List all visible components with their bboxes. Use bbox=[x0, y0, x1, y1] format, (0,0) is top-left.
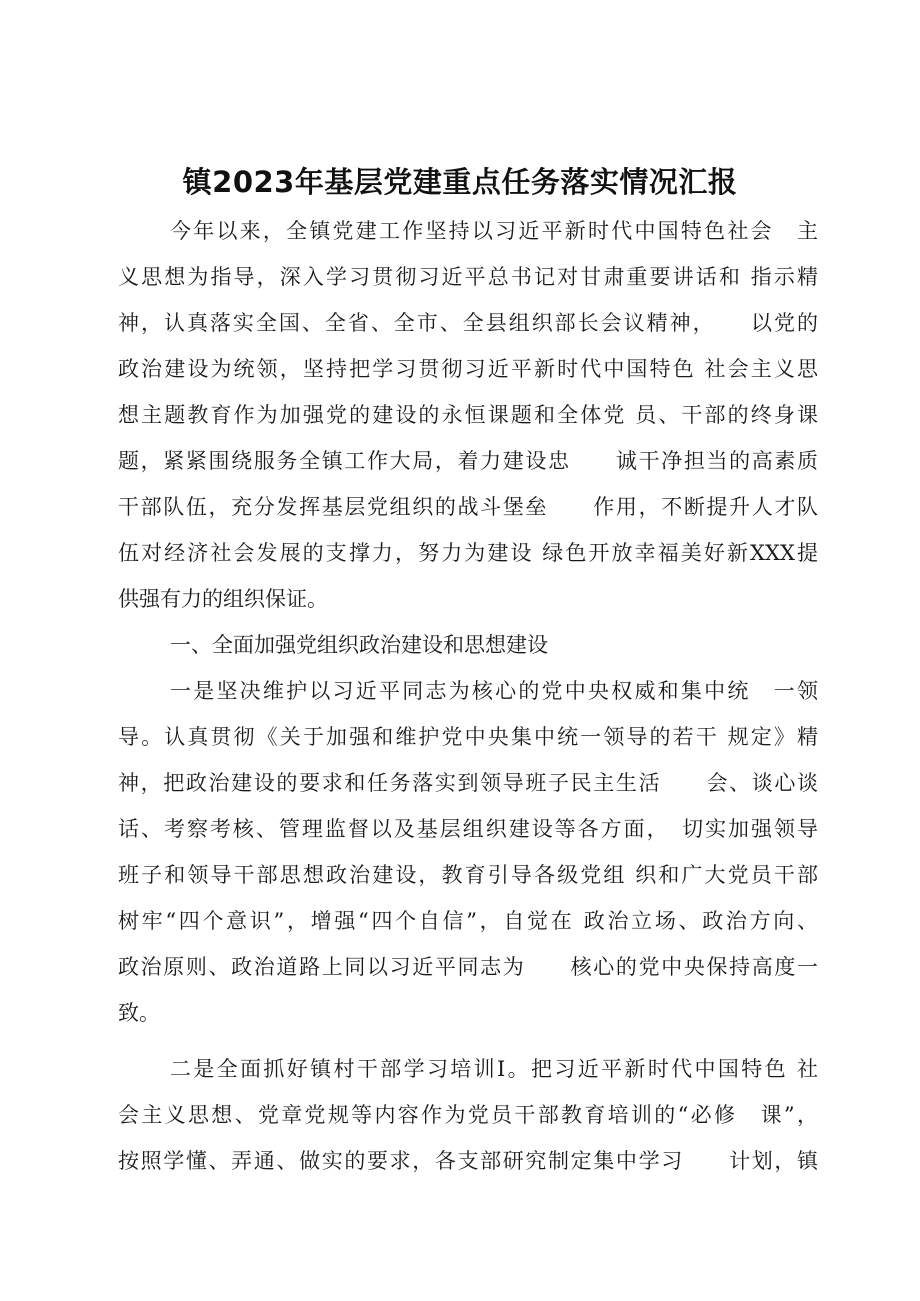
paragraph-line: 二是全面抓好镇村干部学习培训I。把习近平新时代中国特色 社 bbox=[170, 1057, 818, 1081]
paragraph-line: 干部队伍，充分发挥基层党组织的战斗堡垒 作用，不断提升人才队 bbox=[118, 495, 818, 519]
paragraph-line: 政治建设为统领，坚持把学习贯彻习近平新时代中国特色 社会主义思 bbox=[118, 357, 818, 381]
paragraph-line: 政治原则、政治道路上同以习近平同志为 核心的党中央保持高度一 bbox=[118, 955, 818, 979]
paragraph-line: 义思想为指导，深入学习贯彻习近平总书记对甘肃重要讲话和 指示精 bbox=[118, 265, 818, 289]
paragraph-line: 会主义思想、党章党规等内容作为党员干部教育培训的“必修 课”， bbox=[118, 1103, 818, 1127]
paragraph-line: 今年以来，全镇党建工作坚持以习近平新时代中国特色社会 主 bbox=[170, 219, 818, 243]
paragraph-line: 供强有力的组织保证。 bbox=[118, 587, 328, 611]
paragraph-line: 题，紧紧围绕服务全镇工作大局，着力建设忠 诚干净担当的高素质 bbox=[118, 449, 818, 473]
paragraph-line: 话、考察考核、管理监督以及基层组织建设等各方面， 切实加强领导 bbox=[118, 817, 818, 841]
section-heading: 一、全面加强党组织政治建设和思想建设 bbox=[170, 633, 548, 657]
paragraph-line: 神，把政治建设的要求和任务落实到领导班子民主生活 会、谈心谈 bbox=[118, 771, 818, 795]
paragraph-line: 想主题教育作为加强党的建设的永恒课题和全体党 员、干部的终身课 bbox=[118, 403, 818, 427]
paragraph-line: 班子和领导干部思想政治建设，教育引导各级党组 织和广大党员干部 bbox=[118, 863, 818, 887]
paragraph-line: 导。认真贯彻《关于加强和维护党中央集中统一领导的若干 规定》精 bbox=[118, 725, 818, 749]
paragraph-line: 树牢“四个意识”，增强“四个自信”，自觉在 政治立场、政治方向、 bbox=[118, 909, 818, 933]
paragraph-line: 按照学懂、弄通、做实的要求，各支部研究制定集中学习 计划，镇 bbox=[118, 1149, 818, 1173]
paragraph-line: 一是坚决维护以习近平同志为核心的党中央权威和集中统 一领 bbox=[170, 679, 818, 703]
paragraph-line: 神，认真落实全国、全省、全市、全县组织部长会议精神， 以党的 bbox=[118, 311, 818, 335]
paragraph-line: 致。 bbox=[118, 1001, 160, 1025]
document-title: 镇2023年基层党建重点任务落实情况汇报 bbox=[182, 165, 738, 199]
paragraph-line: 伍对经济社会发展的支撑力，努力为建设 绿色开放幸福美好新XXX提 bbox=[118, 541, 818, 565]
